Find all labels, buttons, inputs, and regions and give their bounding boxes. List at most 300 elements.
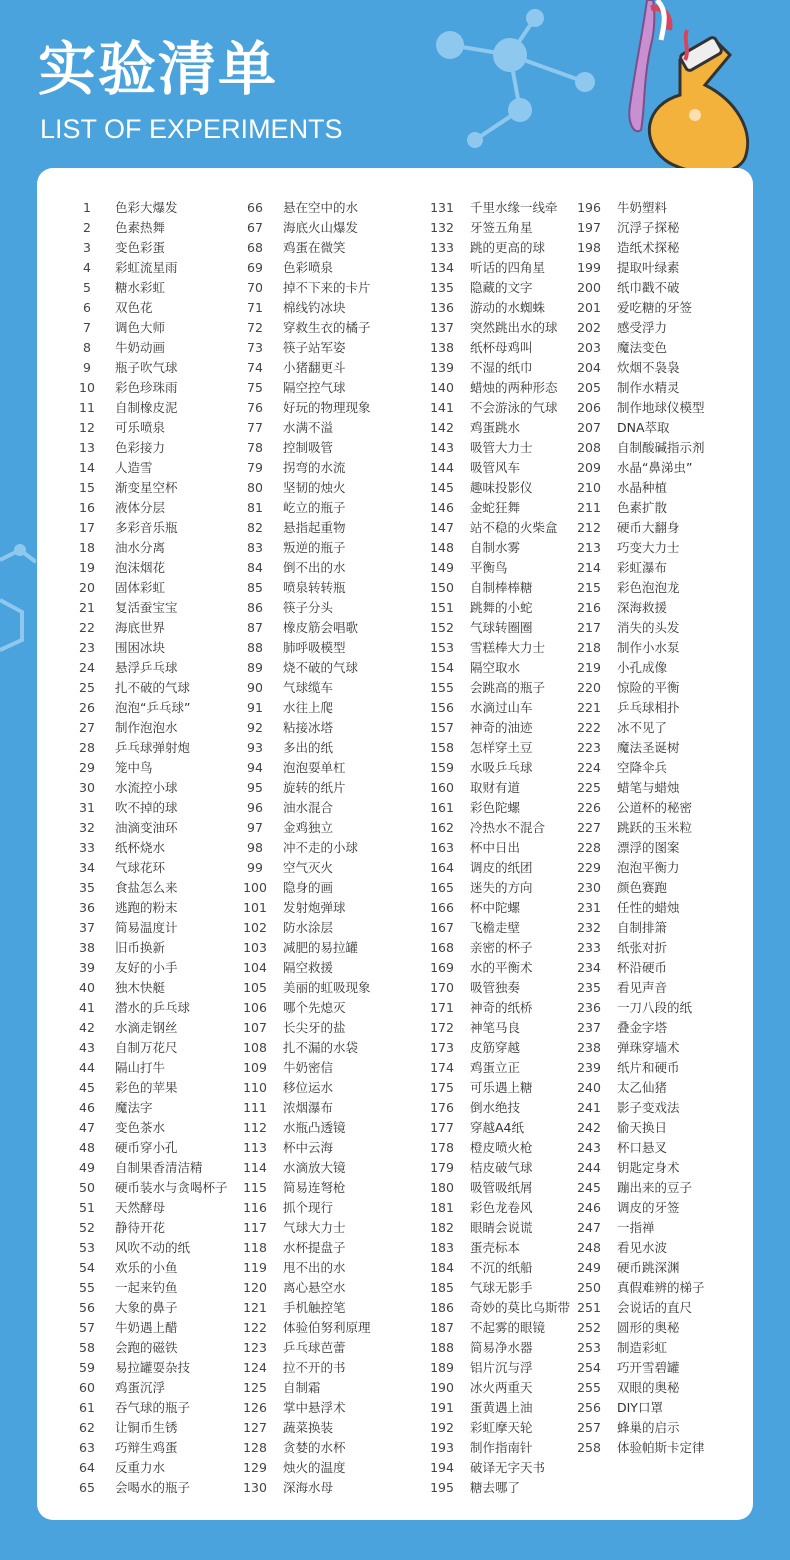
experiment-number: 110 <box>243 1080 267 1095</box>
experiment-number: 23 <box>79 640 95 655</box>
experiment-number: 174 <box>430 1060 454 1075</box>
experiment-name: 喷泉转转瓶 <box>283 580 346 595</box>
experiment-number: 245 <box>577 1180 601 1195</box>
experiment-name: 眼睛会说谎 <box>470 1220 533 1235</box>
experiment-number: 111 <box>243 1100 267 1115</box>
experiment-number: 2 <box>83 220 91 235</box>
experiment-name: 造纸术探秘 <box>617 240 680 255</box>
experiment-number: 3 <box>83 240 91 255</box>
experiment-number: 211 <box>577 500 601 515</box>
experiment-number: 35 <box>79 880 95 895</box>
experiment-number: 17 <box>79 520 95 535</box>
experiment-name: 铝片沉与浮 <box>470 1360 533 1375</box>
experiment-name: 水瓶凸透镜 <box>283 1120 346 1135</box>
experiment-name: 泡泡耍单杠 <box>283 760 346 775</box>
experiment-number: 113 <box>243 1140 267 1155</box>
experiment-number: 253 <box>577 1340 601 1355</box>
experiment-number: 116 <box>243 1200 267 1215</box>
experiment-number: 51 <box>79 1200 95 1215</box>
experiment-number: 124 <box>243 1360 267 1375</box>
experiment-name: 牛奶遇上醋 <box>115 1320 178 1335</box>
experiment-name: 皮筋穿越 <box>470 1040 521 1055</box>
experiment-number: 15 <box>79 480 95 495</box>
experiment-name: 移位运水 <box>283 1080 334 1095</box>
experiment-number: 225 <box>577 780 601 795</box>
experiment-number: 130 <box>243 1480 267 1495</box>
experiment-number: 98 <box>247 840 263 855</box>
experiment-name: 蔬菜换装 <box>283 1420 334 1435</box>
experiment-number: 103 <box>243 940 267 955</box>
experiment-number: 122 <box>243 1320 267 1335</box>
experiment-name: 硬币穿小孔 <box>115 1140 178 1155</box>
experiment-name: DIY口罩 <box>617 1400 663 1415</box>
experiment-name: 控制吸管 <box>283 440 334 455</box>
experiment-name: 小猪翻更斗 <box>283 360 346 375</box>
experiment-number: 182 <box>430 1220 454 1235</box>
experiment-name: 冰火两重天 <box>470 1380 533 1395</box>
experiment-number: 127 <box>243 1420 267 1435</box>
experiment-name: 不湿的纸巾 <box>470 360 533 375</box>
experiment-number: 165 <box>430 880 454 895</box>
experiment-name: 彩色龙卷风 <box>470 1200 533 1215</box>
experiment-number: 81 <box>247 500 263 515</box>
experiment-name: 油水分离 <box>115 540 166 555</box>
experiment-number: 221 <box>577 700 601 715</box>
experiment-number: 196 <box>577 200 601 215</box>
experiment-number: 27 <box>79 720 95 735</box>
experiment-number: 4 <box>83 260 91 275</box>
experiment-name: 一刀八段的纸 <box>617 1000 693 1015</box>
experiment-number: 227 <box>577 820 601 835</box>
experiment-name: 杯中日出 <box>470 840 521 855</box>
experiment-number: 93 <box>247 740 263 755</box>
experiment-name: 海底世界 <box>115 620 166 635</box>
experiment-name: 穿越A4纸 <box>470 1120 525 1135</box>
experiment-name: 平衡鸟 <box>470 560 508 575</box>
experiment-number: 87 <box>247 620 263 635</box>
experiment-number: 114 <box>243 1160 267 1175</box>
experiment-number: 10 <box>79 380 95 395</box>
experiment-name: 彩色陀螺 <box>470 800 521 815</box>
experiment-number: 38 <box>79 940 95 955</box>
experiment-number: 212 <box>577 520 601 535</box>
experiment-number: 181 <box>430 1200 454 1215</box>
experiment-name: 不起雾的眼镜 <box>470 1320 546 1335</box>
experiment-name: 隔山打牛 <box>115 1060 166 1075</box>
experiment-number: 46 <box>79 1100 95 1115</box>
experiment-name: 简易净水器 <box>470 1340 533 1355</box>
experiment-number: 63 <box>79 1440 95 1455</box>
experiment-number: 62 <box>79 1420 95 1435</box>
experiment-number: 134 <box>430 260 454 275</box>
experiment-name: 会跑的磁铁 <box>115 1340 178 1355</box>
experiment-name: 多出的纸 <box>283 740 334 755</box>
experiment-number: 79 <box>247 460 263 475</box>
experiment-name: 纸杯母鸡叫 <box>470 340 533 355</box>
experiment-number: 148 <box>430 540 454 555</box>
experiment-name: 巧开雪碧罐 <box>617 1360 680 1375</box>
experiment-number: 258 <box>577 1440 601 1455</box>
experiment-number: 232 <box>577 920 601 935</box>
experiment-name: DNA萃取 <box>617 420 670 435</box>
experiment-number: 184 <box>430 1260 454 1275</box>
experiment-name: 制作地球仪模型 <box>617 400 705 415</box>
experiment-number: 131 <box>430 200 454 215</box>
experiment-name: 可乐喷泉 <box>115 420 166 435</box>
experiment-name: 看见水波 <box>617 1240 668 1255</box>
experiment-name: 会喝水的瓶子 <box>115 1480 191 1495</box>
experiment-name: 掌中悬浮术 <box>283 1400 346 1415</box>
experiment-number: 83 <box>247 540 263 555</box>
experiment-name: 筷子站军姿 <box>283 340 346 355</box>
experiment-number: 242 <box>577 1120 601 1135</box>
experiment-number: 14 <box>79 460 95 475</box>
experiment-name: 鸡蛋在微笑 <box>283 240 346 255</box>
experiment-number: 68 <box>247 240 263 255</box>
experiment-name: 双眼的奥秘 <box>617 1380 680 1395</box>
experiment-name: 彩色泡泡龙 <box>617 580 680 595</box>
experiment-number: 235 <box>577 980 601 995</box>
experiment-number: 213 <box>577 540 601 555</box>
experiment-name: 调色大师 <box>115 320 166 335</box>
experiment-number: 209 <box>577 460 601 475</box>
experiment-number: 159 <box>430 760 454 775</box>
experiment-number: 226 <box>577 800 601 815</box>
experiment-number: 125 <box>243 1380 267 1395</box>
experiment-name: 神奇的油迹 <box>470 720 533 735</box>
experiment-name: 奇妙的莫比乌斯带 <box>470 1300 571 1315</box>
experiment-number: 102 <box>243 920 267 935</box>
experiment-name: 屹立的瓶子 <box>283 500 346 515</box>
experiment-name: 贪婪的水杯 <box>283 1440 346 1455</box>
experiment-number: 77 <box>247 420 263 435</box>
experiment-name: 飞檐走壁 <box>470 920 521 935</box>
experiment-name: 不会游泳的气球 <box>470 400 558 415</box>
experiment-name: 浓烟瀑布 <box>283 1100 334 1115</box>
experiment-name: 简易连弩枪 <box>283 1180 346 1195</box>
experiment-name: 水滴放大镜 <box>283 1160 346 1175</box>
experiment-name: 听话的四角星 <box>470 260 546 275</box>
experiment-number: 216 <box>577 600 601 615</box>
experiment-number: 158 <box>430 740 454 755</box>
experiment-number: 28 <box>79 740 95 755</box>
experiment-number: 45 <box>79 1080 95 1095</box>
experiment-number: 32 <box>79 820 95 835</box>
experiment-name: 迷失的方向 <box>470 880 533 895</box>
experiment-name: 站不稳的火柴盒 <box>470 520 558 535</box>
experiment-number: 34 <box>79 860 95 875</box>
experiment-number: 149 <box>430 560 454 575</box>
experiment-name: 渐变星空杯 <box>115 480 178 495</box>
experiment-name: 蛋壳标本 <box>470 1240 521 1255</box>
experiment-number: 73 <box>247 340 263 355</box>
experiment-number: 206 <box>577 400 601 415</box>
experiment-number: 244 <box>577 1160 601 1175</box>
experiment-number: 197 <box>577 220 601 235</box>
experiment-name: 抓个现行 <box>283 1200 334 1215</box>
experiment-name: 旋转的纸片 <box>283 780 346 795</box>
experiment-number: 200 <box>577 280 601 295</box>
experiment-number: 228 <box>577 840 601 855</box>
experiment-number: 48 <box>79 1140 95 1155</box>
experiment-name: 桔皮破气球 <box>470 1160 533 1175</box>
experiment-name: 叠金字塔 <box>617 1020 668 1035</box>
experiment-number: 240 <box>577 1080 601 1095</box>
experiment-name: 油滴变油环 <box>115 820 178 835</box>
experiment-name: 小孔成像 <box>617 660 668 675</box>
experiment-name: 隐身的画 <box>283 880 334 895</box>
experiment-number: 7 <box>83 320 91 335</box>
experiment-number: 64 <box>79 1460 95 1475</box>
experiment-number: 177 <box>430 1120 454 1135</box>
experiment-name: 纸杯烧水 <box>115 840 166 855</box>
experiment-number: 137 <box>430 320 454 335</box>
experiment-number: 96 <box>247 800 263 815</box>
experiment-number: 39 <box>79 960 95 975</box>
experiment-number: 71 <box>247 300 263 315</box>
experiment-name: 制作水精灵 <box>617 380 680 395</box>
experiment-name: 自制万花尺 <box>115 1040 178 1055</box>
experiment-number: 162 <box>430 820 454 835</box>
experiment-name: 偷天换日 <box>617 1120 668 1135</box>
experiment-name: 怎样穿土豆 <box>470 740 533 755</box>
experiment-number: 30 <box>79 780 95 795</box>
experiment-name: 杯中陀螺 <box>470 900 521 915</box>
experiment-number: 155 <box>430 680 454 695</box>
experiment-number: 147 <box>430 520 454 535</box>
experiment-name: 色彩喷泉 <box>283 260 334 275</box>
experiment-number: 24 <box>79 660 95 675</box>
experiment-number: 72 <box>247 320 263 335</box>
experiment-name: 巧辩生鸡蛋 <box>115 1440 178 1455</box>
experiment-name: 隐藏的文字 <box>470 280 533 295</box>
experiment-number: 25 <box>79 680 95 695</box>
experiment-name: 蛋黄遇上油 <box>470 1400 533 1415</box>
experiment-number: 31 <box>79 800 95 815</box>
experiment-number: 218 <box>577 640 601 655</box>
experiment-name: 调皮的纸团 <box>470 860 533 875</box>
experiment-name: 趣味投影仪 <box>470 480 533 495</box>
experiment-number: 190 <box>430 1380 454 1395</box>
experiment-name: 神奇的纸桥 <box>470 1000 533 1015</box>
experiment-number: 41 <box>79 1000 95 1015</box>
experiment-number: 171 <box>430 1000 454 1015</box>
experiment-name: 海底火山爆发 <box>283 220 359 235</box>
experiment-number: 91 <box>247 700 263 715</box>
experiment-name: 色彩大爆发 <box>115 200 178 215</box>
experiment-name: 魔法圣诞树 <box>617 740 680 755</box>
experiment-name: 会跳高的瓶子 <box>470 680 546 695</box>
experiment-number: 9 <box>83 360 91 375</box>
experiment-name: 冷热水不混合 <box>470 820 546 835</box>
experiment-number: 128 <box>243 1440 267 1455</box>
experiment-name: 长尖牙的盐 <box>283 1020 346 1035</box>
experiment-number: 56 <box>79 1300 95 1315</box>
experiment-name: 哪个先熄灭 <box>283 1000 346 1015</box>
experiment-name: 公道杯的秘密 <box>617 800 693 815</box>
experiment-name: 漂浮的图案 <box>617 840 680 855</box>
experiment-number: 26 <box>79 700 95 715</box>
experiment-name: 真假难辨的梯子 <box>617 1280 705 1295</box>
experiment-name: 会说话的直尺 <box>617 1300 693 1315</box>
experiment-name: 制作泡泡水 <box>115 720 178 735</box>
experiment-name: 提取叶绿素 <box>617 260 680 275</box>
experiment-number: 82 <box>247 520 263 535</box>
experiment-name: 人造雪 <box>115 460 153 475</box>
experiment-number: 44 <box>79 1060 95 1075</box>
experiment-name: 水杯提盘子 <box>283 1240 346 1255</box>
experiment-name: 筷子分头 <box>283 600 334 615</box>
experiment-name: 金蛇狂舞 <box>470 500 521 515</box>
experiment-number: 36 <box>79 900 95 915</box>
experiment-name: 蹦出来的豆子 <box>617 1180 693 1195</box>
experiment-list-card <box>37 168 753 1520</box>
experiment-number: 135 <box>430 280 454 295</box>
experiment-name: 彩色的苹果 <box>115 1080 178 1095</box>
experiment-number: 19 <box>79 560 95 575</box>
experiment-name: 蜡笔与蜡烛 <box>617 780 680 795</box>
experiment-number: 21 <box>79 600 95 615</box>
experiment-number: 251 <box>577 1300 601 1315</box>
experiment-name: 沉浮子探秘 <box>617 220 680 235</box>
experiment-number: 238 <box>577 1040 601 1055</box>
experiment-number: 92 <box>247 720 263 735</box>
experiment-name: 油水混合 <box>283 800 334 815</box>
experiment-number: 99 <box>247 860 263 875</box>
experiment-name: 气球花环 <box>115 860 166 875</box>
experiment-number: 105 <box>243 980 267 995</box>
experiment-name: 隔空取水 <box>470 660 521 675</box>
experiment-name: 复活蚕宝宝 <box>115 600 178 615</box>
experiment-number: 6 <box>83 300 91 315</box>
experiment-number: 22 <box>79 620 95 635</box>
experiment-number: 60 <box>79 1380 95 1395</box>
experiment-number: 180 <box>430 1180 454 1195</box>
experiment-name: 爱吃糖的牙签 <box>617 300 693 315</box>
experiment-name: 吸管吸纸屑 <box>470 1180 533 1195</box>
experiment-number: 160 <box>430 780 454 795</box>
experiment-name: 吞气球的瓶子 <box>115 1400 191 1415</box>
experiment-name: 水满不溢 <box>283 420 334 435</box>
experiment-name: 纸张对折 <box>617 940 668 955</box>
experiment-name: 彩虹摩天轮 <box>470 1420 533 1435</box>
experiment-name: 制造彩虹 <box>617 1340 668 1355</box>
experiment-name: 太乙仙猪 <box>617 1080 668 1095</box>
experiment-name: 色彩接力 <box>115 440 166 455</box>
experiment-number: 146 <box>430 500 454 515</box>
experiment-name: 双色花 <box>115 300 153 315</box>
experiment-name: 千里水缘一线牵 <box>470 200 558 215</box>
experiment-name: 瓶子吹气球 <box>115 360 178 375</box>
experiment-name: 跳舞的小蛇 <box>470 600 533 615</box>
experiment-name: 体验帕斯卡定律 <box>617 1440 705 1455</box>
experiment-name: 水流控小球 <box>115 780 178 795</box>
experiment-number: 49 <box>79 1160 95 1175</box>
experiment-name: 杯口悬叉 <box>617 1140 668 1155</box>
experiment-name: 食盐怎么来 <box>115 880 178 895</box>
experiment-name: 糖去哪了 <box>470 1480 521 1495</box>
hexagon-molecule-icon <box>0 540 36 660</box>
experiment-name: 倒不出的水 <box>283 560 346 575</box>
experiment-number: 106 <box>243 1000 267 1015</box>
experiment-name: 破译无字天书 <box>470 1460 546 1475</box>
experiment-number: 222 <box>577 720 601 735</box>
experiment-number: 133 <box>430 240 454 255</box>
experiment-name: 色素扩散 <box>617 500 668 515</box>
experiment-name: 取财有道 <box>470 780 521 795</box>
experiment-number: 233 <box>577 940 601 955</box>
experiment-name: 泡沫烟花 <box>115 560 166 575</box>
experiment-name: 简易温度计 <box>115 920 178 935</box>
experiment-number: 61 <box>79 1400 95 1415</box>
experiment-number: 58 <box>79 1340 95 1355</box>
experiment-number: 210 <box>577 480 601 495</box>
experiment-number: 208 <box>577 440 601 455</box>
experiment-name: 水晶“鼻涕虫” <box>617 460 693 475</box>
experiment-name: 自制橡皮泥 <box>115 400 178 415</box>
experiment-number: 223 <box>577 740 601 755</box>
experiment-number: 66 <box>247 200 263 215</box>
experiment-name: 不沉的纸船 <box>470 1260 533 1275</box>
experiment-number: 57 <box>79 1320 95 1335</box>
experiment-name: 钥匙定身术 <box>617 1160 680 1175</box>
experiment-number: 16 <box>79 500 95 515</box>
experiment-name: 气球缆车 <box>283 680 334 695</box>
experiment-name: 看见声音 <box>617 980 668 995</box>
experiment-number: 191 <box>430 1400 454 1415</box>
experiment-name: 气球无影手 <box>470 1280 533 1295</box>
experiment-number: 241 <box>577 1100 601 1115</box>
experiment-number: 194 <box>430 1460 454 1475</box>
experiment-number: 100 <box>243 880 267 895</box>
experiment-name: 乒乓球相扑 <box>617 700 680 715</box>
experiment-name: 逃跑的粉末 <box>115 900 178 915</box>
experiment-number: 37 <box>79 920 95 935</box>
experiment-number: 94 <box>247 760 263 775</box>
experiment-name: 手机触控笔 <box>283 1300 346 1315</box>
experiment-number: 163 <box>430 840 454 855</box>
experiment-name: 自制霜 <box>283 1380 321 1395</box>
experiment-number: 132 <box>430 220 454 235</box>
experiment-name: 好玩的物理现象 <box>283 400 371 415</box>
experiment-name: 纸巾戳不破 <box>617 280 680 295</box>
experiment-number: 55 <box>79 1280 95 1295</box>
experiment-name: 吸管独奏 <box>470 980 521 995</box>
experiment-number: 202 <box>577 320 601 335</box>
experiment-name: 独木快艇 <box>115 980 166 995</box>
experiment-name: 隔空控气球 <box>283 380 346 395</box>
experiment-number: 12 <box>79 420 95 435</box>
experiment-name: 一指禅 <box>617 1220 655 1235</box>
experiment-number: 187 <box>430 1320 454 1335</box>
experiment-number: 119 <box>243 1260 267 1275</box>
experiment-name: 自制水雾 <box>470 540 521 555</box>
experiment-number: 198 <box>577 240 601 255</box>
experiment-number: 142 <box>430 420 454 435</box>
experiment-name: 魔法变色 <box>617 340 668 355</box>
experiment-number: 104 <box>243 960 267 975</box>
experiment-number: 139 <box>430 360 454 375</box>
experiment-name: 制作小水泵 <box>617 640 680 655</box>
experiment-name: 吸管大力士 <box>470 440 533 455</box>
flask-icon <box>585 0 790 170</box>
experiment-number: 13 <box>79 440 95 455</box>
experiment-number: 129 <box>243 1460 267 1475</box>
experiment-name: 泡泡平衡力 <box>617 860 680 875</box>
experiment-number: 141 <box>430 400 454 415</box>
experiment-name: 自制果香清洁精 <box>115 1160 203 1175</box>
experiment-number: 169 <box>430 960 454 975</box>
